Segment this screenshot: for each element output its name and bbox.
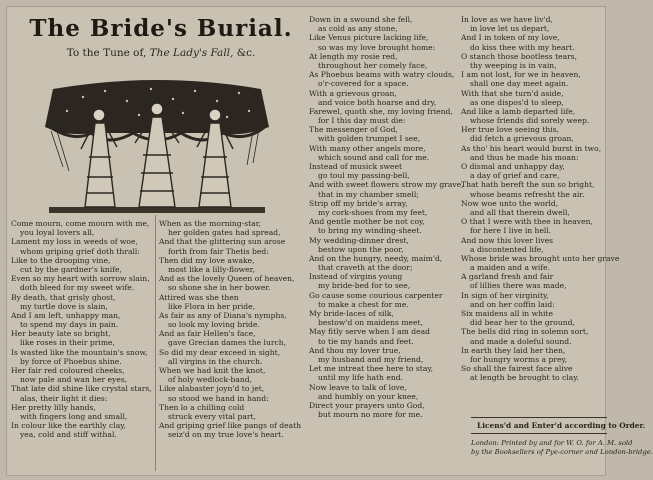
verse-line: now pale and wan her eyes, [20,375,128,385]
verse-line: Is wasted like the mountain's snow, [11,347,148,357]
verse-line: so shone she in her bower. [168,283,271,293]
verse-line: her golden gates had spread, [168,228,281,238]
verse-line: whose friends did sorely weep. [470,116,590,126]
verse-line: With many other angels more, [309,143,426,153]
verse-line: In earth they laid her then, [461,345,566,355]
verse-line: at length be brought to clay. [470,373,579,383]
verse-line: Instead of musick sweet [309,162,403,171]
verse-line: At length my rosie red, [309,51,398,61]
verse-line: whose beams refresht the air. [470,189,585,199]
verse-line: That late did shine like crystal stars, [11,384,152,394]
verse-line: like roses in their prime, [20,338,115,348]
verse-line: forth from fair Thetis bed: [168,246,269,256]
verse-line: Whose bride was brought unto her grave [461,253,620,263]
tune-name: The Lady's Fall, [149,47,234,59]
broadside-sheet [6,6,653,476]
verse-line: With that she turn'd aside, [461,88,564,98]
verse-line: my turtle dove is slain, [20,301,108,311]
verse-line: Like to the drooping vine, [11,255,111,265]
verse-line: May fitly serve when I am dead [309,327,430,337]
verse-line: By death, that grisly ghost, [11,292,116,302]
verse-line: The bells did ring in solemn sort, [461,327,589,337]
tune-line [15,47,307,59]
verse-line: Down in a swound she fell, [309,15,413,24]
verse-line: And gentle mother be not coy, [309,217,425,227]
verse-line: And that the glittering sun arose [159,237,286,247]
verse-line: And as fair Hellen's face, [159,329,256,339]
verse-line: Go cause some courious carpenter [309,290,443,300]
verse-line: seiz'd on my true love's heart. [168,430,284,440]
verse-line: with fingers long and small, [20,411,128,421]
verse-line: O stanch those bootless tears, [461,51,578,61]
verse-line: struck every vital part, [168,411,256,421]
verse-line: And I in token of my love, [461,33,560,43]
verse-line: and on her coffin laid: [470,299,555,309]
verse-line: Like alabaster joyn'd to jet, [159,384,265,394]
verse-line: Then lo a chilling cold [159,402,245,412]
verse-line: yea, cold and stiff withal. [20,430,117,440]
verse-line: to bring my winding-sheet. [318,226,422,236]
verse-line: doth bleed for my sweet wife. [20,283,135,293]
verse-line: My wedding-dinner drest, [309,235,409,245]
verse-column-1 [11,219,152,440]
verse-line: my bride-bed for to see, [318,281,411,291]
verse-line: and thus he made his moan: [470,152,579,162]
verse-line: so stood we hand in hand: [168,393,269,403]
verse-line: that craveth at the door; [318,263,413,273]
verse-line: a day of grief and care, [470,171,560,181]
verse-line: alas, their light it dies: [20,393,108,403]
verse-line: of lillies there was made, [470,281,567,291]
verse-line: with golden trumpet I see, [318,134,421,144]
verse-line: and all that therein dwell, [470,207,570,217]
verse-column-4 [461,15,619,383]
verse-line: When we had knit the knot, [159,366,266,375]
verse-line: That hath bereft the sun so bright, [461,180,595,190]
verse-line: O dismal and unhappy day, [461,162,565,171]
verse-line: thy weeping is in vain, [470,60,557,70]
verse-line: A garland fresh and fair [461,272,554,282]
verse-line: to tie my hands and feet. [318,336,414,346]
verse-line: as one dispos'd to sleep, [470,97,564,107]
verse-line: Attired was she then [159,292,239,302]
verse-line: In love as we have liv'd, [461,15,553,24]
licence-rule-bottom [471,433,607,434]
verse-line: and voice both hoarse and dry, [318,97,437,107]
verse-line: And thou my lover true, [309,345,401,355]
verse-line: so look my loving bride. [168,320,260,330]
verse-line: Her true love seeing this, [461,125,559,135]
verse-line: until my life hath end. [318,373,404,383]
verse-line: you loyal lovers all, [20,228,95,238]
verse-line: to spend my days in pain. [20,320,119,330]
verse-line: Farewel, quoth she, my loving friend, [309,106,453,116]
verse-line: go toul my passing-bell, [318,171,410,181]
imprint-line: London: Printed by and for W. O. for A. M. sold [471,439,633,447]
verse-line: Her beauty late so bright, [11,329,111,339]
verse-line: do kiss thee with my heart. [470,42,575,52]
verse-line: Let me intreat thee here to stay, [309,364,434,374]
verse-line: did bear her to the ground, [470,318,575,328]
verse-line: Now woe unto the world, [461,198,559,208]
verse-line: a discontented life, [470,244,544,254]
verse-line: did fetch a grievous groan, [470,134,574,144]
verse-line: throughout her comely face, [318,60,428,70]
verse-line: and made a doleful sound. [470,336,572,346]
verse-line: for hungry worms a prey, [470,354,568,364]
verse-line: gave Grecian dames the lurch, [168,338,287,348]
verse-line: And on the hungry, needy, maim'd, [309,253,443,263]
verse-line: When as the morning-star, [159,219,261,228]
verse-line: in love let us depart, [470,24,550,34]
verse-line: And griping grief like pangs of death [159,421,302,431]
verse-line: As fair as any of Diana's nymphs, [159,310,287,320]
verse-line: which sound and call for me. [318,152,430,162]
verse-line: cut by the gardner's knife, [20,264,122,274]
verse-line: and humbly on your knee, [318,391,419,401]
ballad-title: The Bride's Burial. [29,15,293,42]
verse-line: O that I were with thee in heaven, [461,217,593,227]
verse-line: As tho' his heart would burst in two, [461,143,602,153]
verse-line: In colour like the earthly clay, [11,421,126,431]
verse-line: all virgins in the church. [168,356,263,366]
verse-line: So did my dear exceed in sight, [159,347,281,357]
printer-imprint [471,439,653,457]
verse-line: that in my chamber smell; [318,189,419,199]
verse-line: And now this lover lives [461,235,554,245]
verse-line: And as the lovely Queen of heaven, [159,274,295,284]
verse-line: And like a lamb departed life, [461,106,576,116]
verse-line: bestow upon the poor, [318,244,404,254]
verse-line: Her fair red coloured cheeks, [11,366,125,375]
verse-line: With a grievous groan, [309,88,397,98]
woodcut-illustration [43,67,271,219]
licence-rule-top [471,417,607,418]
verse-line: Strip off my bride's array, [309,198,408,208]
verse-line: My bride-laces of silk, [309,309,394,318]
verse-line: Lament my loss in weeds of woe, [11,237,138,247]
verse-line: Come mourn, come mourn with me, [11,219,150,228]
tune-suffix: &c. [236,47,256,59]
verse-line: I am not lost, for we in heaven, [461,70,581,80]
verse-line: Direct your prayers unto God, [309,400,425,410]
verse-line: And I am left, unhappy man, [11,310,121,320]
verse-line: Six maidens all in white [461,309,553,318]
verse-column-3 [309,15,464,419]
verse-line: And with sweet flowers strow my grave, [309,180,464,190]
column-divider [155,215,156,471]
verse-line: my cork-shoes from my feet, [318,207,428,217]
verse-line: whom griping grief doth thrall: [20,246,140,256]
imprint-line: by the Booksellers of Pye-corner and London-bridge. [471,448,653,456]
verse-line: my husband and my friend, [318,354,424,364]
licence-line: Licens'd and Enter'd according to Order. [477,421,646,430]
verse-line: most like a lilly-flower, [168,264,255,274]
verse-line: So shall the fairest face alive [461,364,573,374]
verse-line: o'r-covered for a space. [318,79,409,89]
verse-line: by force of Phoebus shine. [20,356,122,366]
verse-line: shall one day meet again. [470,79,569,89]
verse-line: to make a chest for me. [318,299,409,309]
verse-line: Even so my heart with sorrow slain, [11,274,150,284]
verse-line: bestow'd on maidens meet, [318,318,423,328]
verse-line: but mourn no more for me. [318,410,423,420]
verse-line: like Flora in her pride, [168,301,256,311]
verse-line: The messenger of God, [309,125,398,135]
verse-column-2 [159,219,301,440]
verse-line: Her pretty lilly hands, [11,402,96,412]
verse-line: for here I live in hell. [470,226,552,236]
verse-line: as cold as any stone, [318,24,398,34]
verse-line: so was my love brought home: [318,42,436,52]
verse-line: for I this day must die: [318,116,406,126]
verse-line: Like Venus picture lacking life, [309,33,429,43]
verse-line: of holy wedlock-band, [168,375,253,385]
verse-line: Now leave to talk of love, [309,382,407,392]
verse-line: As Phoebus beams with watry clouds, [309,70,455,80]
verse-line: Instead of virgins young [309,272,403,282]
verse-line: a maiden and a wife. [470,263,551,273]
tune-prefix: To the Tune of, [66,47,147,59]
verse-line: In sign of her virginity, [461,290,549,300]
verse-line: Then did my love awake, [159,255,255,265]
